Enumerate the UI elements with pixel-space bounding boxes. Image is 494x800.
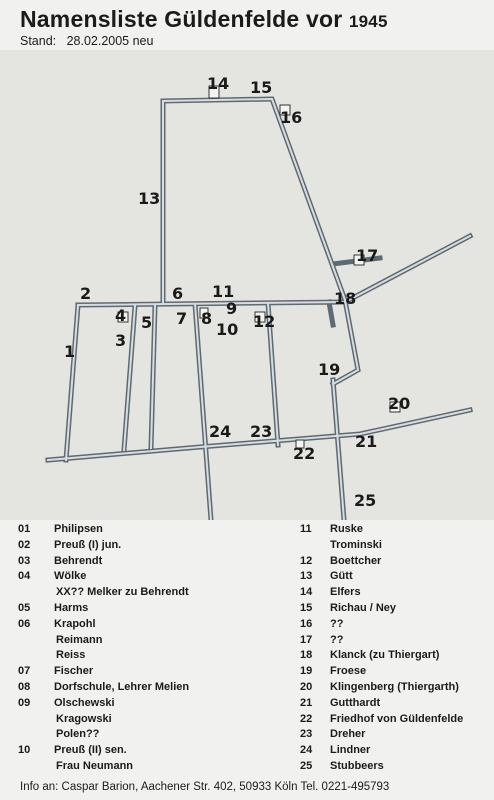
list-item — [18, 603, 293, 619]
entry-name: Stubbeers — [330, 759, 384, 772]
title-year: 1945 — [348, 12, 388, 31]
entry-number: 12 — [300, 554, 313, 567]
entry-name: Behrendt — [54, 554, 103, 567]
entry-name: Frau Neumann — [56, 759, 134, 772]
entry-number: 25 — [300, 759, 313, 772]
map-label-7: 7 — [176, 309, 188, 328]
entry-name: Philipsen — [54, 523, 103, 535]
list-item — [300, 682, 490, 698]
entry-number: 03 — [18, 554, 31, 567]
list-item — [18, 635, 293, 651]
entry-number: 06 — [18, 617, 31, 630]
entry-name: Wölke — [54, 570, 87, 583]
entry-number: 01 — [18, 523, 31, 535]
map-label-21: 21 — [355, 432, 378, 451]
entry-number: 21 — [300, 696, 313, 709]
name-list-right — [300, 524, 490, 777]
stand-label: Stand: — [20, 34, 57, 48]
entry-name: Fischer — [54, 665, 94, 678]
entry-name: ?? — [330, 617, 344, 630]
list-item — [300, 650, 490, 666]
entry-number: 23 — [300, 728, 313, 741]
map-label-19: 19 — [318, 360, 341, 379]
entry-name: XX?? Melker zu Behrendt — [56, 586, 189, 599]
list-item — [18, 571, 293, 587]
entry-name: Reiss — [56, 649, 86, 662]
list-item — [18, 524, 293, 540]
stand-date: 28.02.2005 neu — [66, 34, 154, 48]
list-item — [300, 540, 490, 556]
map-drawing — [0, 50, 494, 520]
entry-name: Krapohl — [54, 617, 96, 630]
list-item — [18, 714, 293, 730]
map-label-16: 16 — [280, 108, 303, 127]
map-label-6: 6 — [172, 284, 184, 303]
map-label-20: 20 — [388, 394, 411, 413]
map-label-18: 18 — [334, 289, 357, 308]
entry-number: 13 — [300, 570, 313, 583]
map-label-15: 15 — [250, 78, 273, 97]
entry-number: 11 — [300, 523, 312, 535]
entry-number: 05 — [18, 601, 31, 614]
list-item — [300, 714, 490, 730]
map-label-13: 13 — [138, 189, 161, 208]
list-item — [18, 540, 293, 556]
entry-number: 10 — [18, 744, 31, 757]
list-item — [18, 587, 293, 603]
entry-name: Ruske — [330, 523, 364, 535]
map-label-2: 2 — [80, 284, 92, 303]
name-list-left — [18, 524, 293, 777]
entry-number: 08 — [18, 680, 31, 693]
list-item — [300, 556, 490, 572]
village-map — [0, 50, 494, 520]
entry-name: Dreher — [330, 728, 366, 741]
map-label-14: 14 — [207, 74, 230, 93]
entry-number: 07 — [18, 665, 31, 678]
entry-number: 22 — [300, 712, 313, 725]
list-item — [300, 698, 490, 714]
list-item — [300, 666, 490, 682]
map-label-1: 1 — [64, 342, 76, 361]
list-item — [300, 587, 490, 603]
list-item — [18, 698, 293, 714]
map-label-4: 4 — [115, 306, 127, 325]
entry-name: Klanck (zu Thiergart) — [330, 649, 440, 662]
entry-name: Preuß (I) jun. — [54, 538, 122, 551]
map-label-9: 9 — [226, 299, 238, 318]
entry-name: Reimann — [56, 633, 103, 646]
entry-number: 14 — [300, 586, 313, 599]
entry-name: Gutthardt — [330, 696, 381, 709]
list-item — [300, 524, 490, 540]
list-item — [300, 729, 490, 745]
entry-name: Boettcher — [330, 554, 382, 567]
list-item — [18, 729, 293, 745]
entry-number: 02 — [18, 538, 31, 551]
list-item — [18, 745, 293, 761]
list-item — [18, 761, 293, 777]
entry-name: ?? — [330, 633, 344, 646]
map-label-25: 25 — [354, 491, 377, 510]
map-label-11: 11 — [212, 282, 235, 301]
entry-name: Harms — [54, 601, 89, 614]
list-item — [18, 666, 293, 682]
entry-name: Gütt — [330, 570, 353, 583]
entry-name: Olschewski — [54, 696, 115, 709]
title-text: Namensliste Güldenfelde vor — [20, 6, 343, 32]
map-label-8: 8 — [201, 309, 213, 328]
map-label-3: 3 — [115, 331, 127, 350]
entry-name: Preuß (II) sen. — [54, 744, 127, 757]
list-item — [300, 571, 490, 587]
map-label-10: 10 — [216, 320, 239, 339]
entry-name: Froese — [330, 665, 367, 678]
list-item — [18, 650, 293, 666]
map-label-12: 12 — [253, 312, 276, 331]
list-item — [300, 635, 490, 651]
stand-line — [20, 34, 153, 48]
entry-number: 16 — [300, 617, 313, 630]
entry-number: 04 — [18, 570, 31, 583]
entry-number: 19 — [300, 665, 313, 678]
page-title — [20, 6, 388, 33]
entry-number: 15 — [300, 601, 313, 614]
entry-name: Trominski — [330, 538, 382, 551]
entry-name: Richau / Ney — [330, 601, 397, 614]
list-item — [300, 603, 490, 619]
list-item — [300, 619, 490, 635]
footer-contact: Info an: Caspar Barion, Aachener Str. 402, 50933 Köln Tel. 0221-495793 — [20, 781, 390, 793]
map-label-24: 24 — [209, 422, 232, 441]
entry-name: Elfers — [330, 586, 361, 599]
map-label-5: 5 — [141, 313, 153, 332]
map-label-17: 17 — [356, 246, 379, 265]
entry-name: Dorfschule, Lehrer Melien — [54, 680, 190, 693]
entry-number: 09 — [18, 696, 31, 709]
entry-number: 24 — [300, 744, 313, 757]
entry-name: Friedhof von Güldenfelde — [330, 712, 464, 725]
entry-name: Klingenberg (Thiergarth) — [330, 680, 459, 693]
entry-number: 18 — [300, 649, 313, 662]
list-item — [18, 619, 293, 635]
entry-name: Lindner — [330, 744, 371, 757]
entry-number: 20 — [300, 680, 313, 693]
entry-name: Kragowski — [56, 712, 112, 725]
list-item — [18, 556, 293, 572]
entry-number: 17 — [300, 633, 313, 646]
map-label-22: 22 — [293, 444, 316, 463]
list-item — [18, 682, 293, 698]
list-item — [300, 745, 490, 761]
entry-name: Polen?? — [56, 728, 100, 741]
map-label-23: 23 — [250, 422, 273, 441]
list-item — [300, 761, 490, 777]
